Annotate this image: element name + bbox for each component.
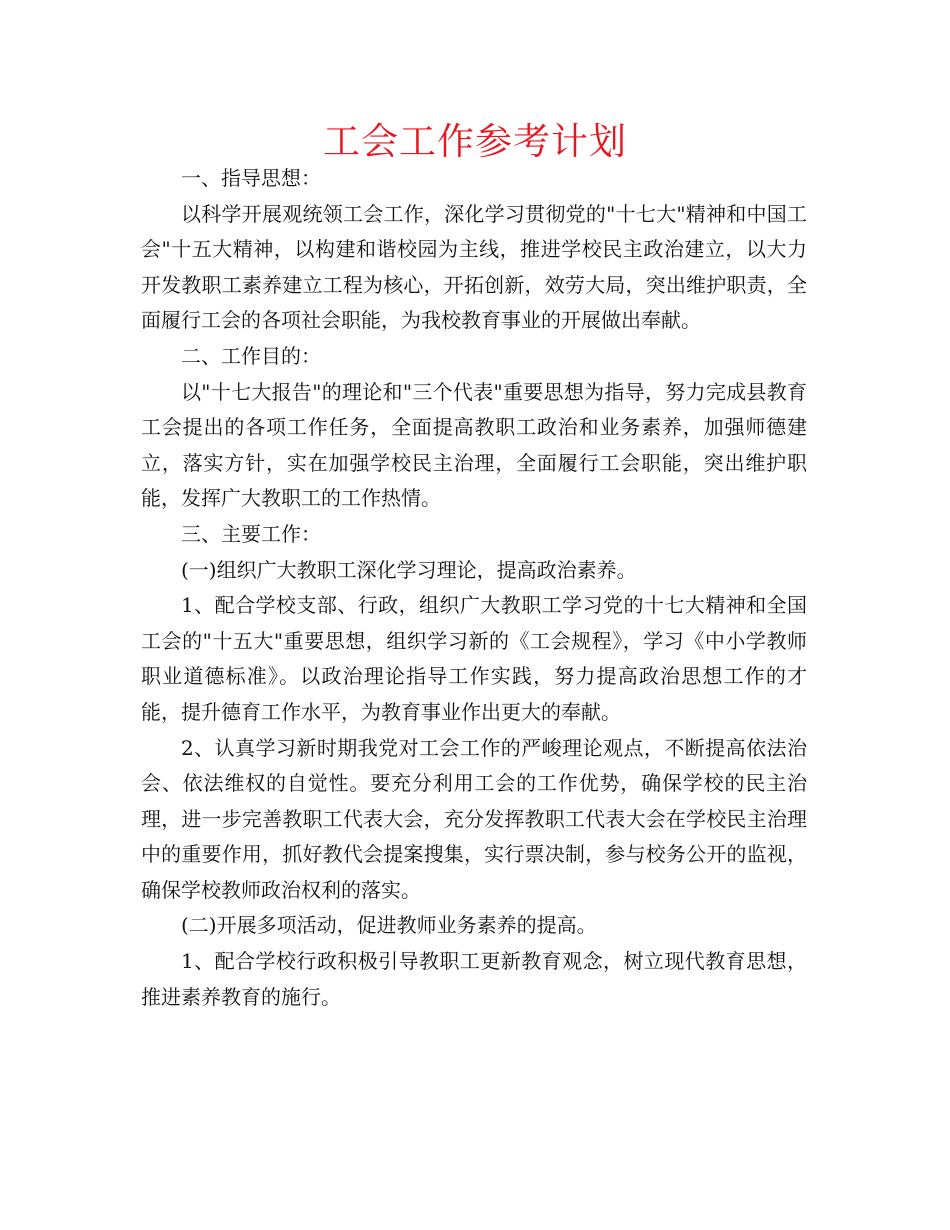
subsection-heading-study-theory: (一)组织广大教职工深化学习理论，提高政治素养。 <box>181 557 637 582</box>
section-heading-main-work: 三、主要工作： <box>181 521 321 546</box>
paragraph-item-1-education-concepts: 1、配合学校行政积极引导教职工更新教育观念，树立现代教育思想，推进素养教育的施行。 <box>141 949 807 1009</box>
paragraph-item-2-democratic-management: 2、认真学习新时期我党对工会工作的严峻理论观点，不断提高依法治会、依法维权的自觉性。要充分利用工会的工作优势，确保学校的民主治理，进一步完善教职工代表大会，充分发挥教职工代表大会在学校民主治理中的重要作用，抓好教代会提案搜集，实行票决制，参与校务公开的监视，确保学校教师政治权利的落实。 <box>141 735 807 902</box>
section-heading-guiding-ideology: 一、指导思想： <box>181 166 321 190</box>
paragraph-guiding-ideology: 以科学开展观统领工会工作，深化学习贯彻党的"十七大"精神和中国工会"十五大精神，以构建和谐校园为主线，推进学校民主政治建立，以大力开发教职工素养建立工程为核心，开拓创新，效劳大局，突出维护职责，全面履行工会的各项社会职能，为我校教育事业的开展做出奉献。 <box>141 201 807 333</box>
document-title: 工会工作参考计划 <box>323 120 627 163</box>
paragraph-item-1-study: 1、配合学校支部、行政，组织广大教职工学习党的十七大精神和全国工会的"十五大"重要思想，组织学习新的《工会规程》，学习《中小学教师职业道德标准》。以政治理论指导工作实践，努力提高政治思想工作的才能，提升德育工作水平，为教育事业作出更大的奉献。 <box>141 593 807 724</box>
subsection-heading-activities: (二)开展多项活动，促进教师业务素养的提高。 <box>181 913 597 938</box>
paragraph-work-goals: 以"十七大报告"的理论和"三个代表"重要思想为指导，努力完成县教育工会提出的各项工作任务，全面提高教职工政治和业务素养，加强师德建立，落实方针，实在加强学校民主治理，全面履行工会职能，突出维护职能，发挥广大教职工的工作热情。 <box>141 379 807 511</box>
section-heading-work-goals: 二、工作目的： <box>181 343 321 368</box>
document-body <box>141 161 807 1015</box>
